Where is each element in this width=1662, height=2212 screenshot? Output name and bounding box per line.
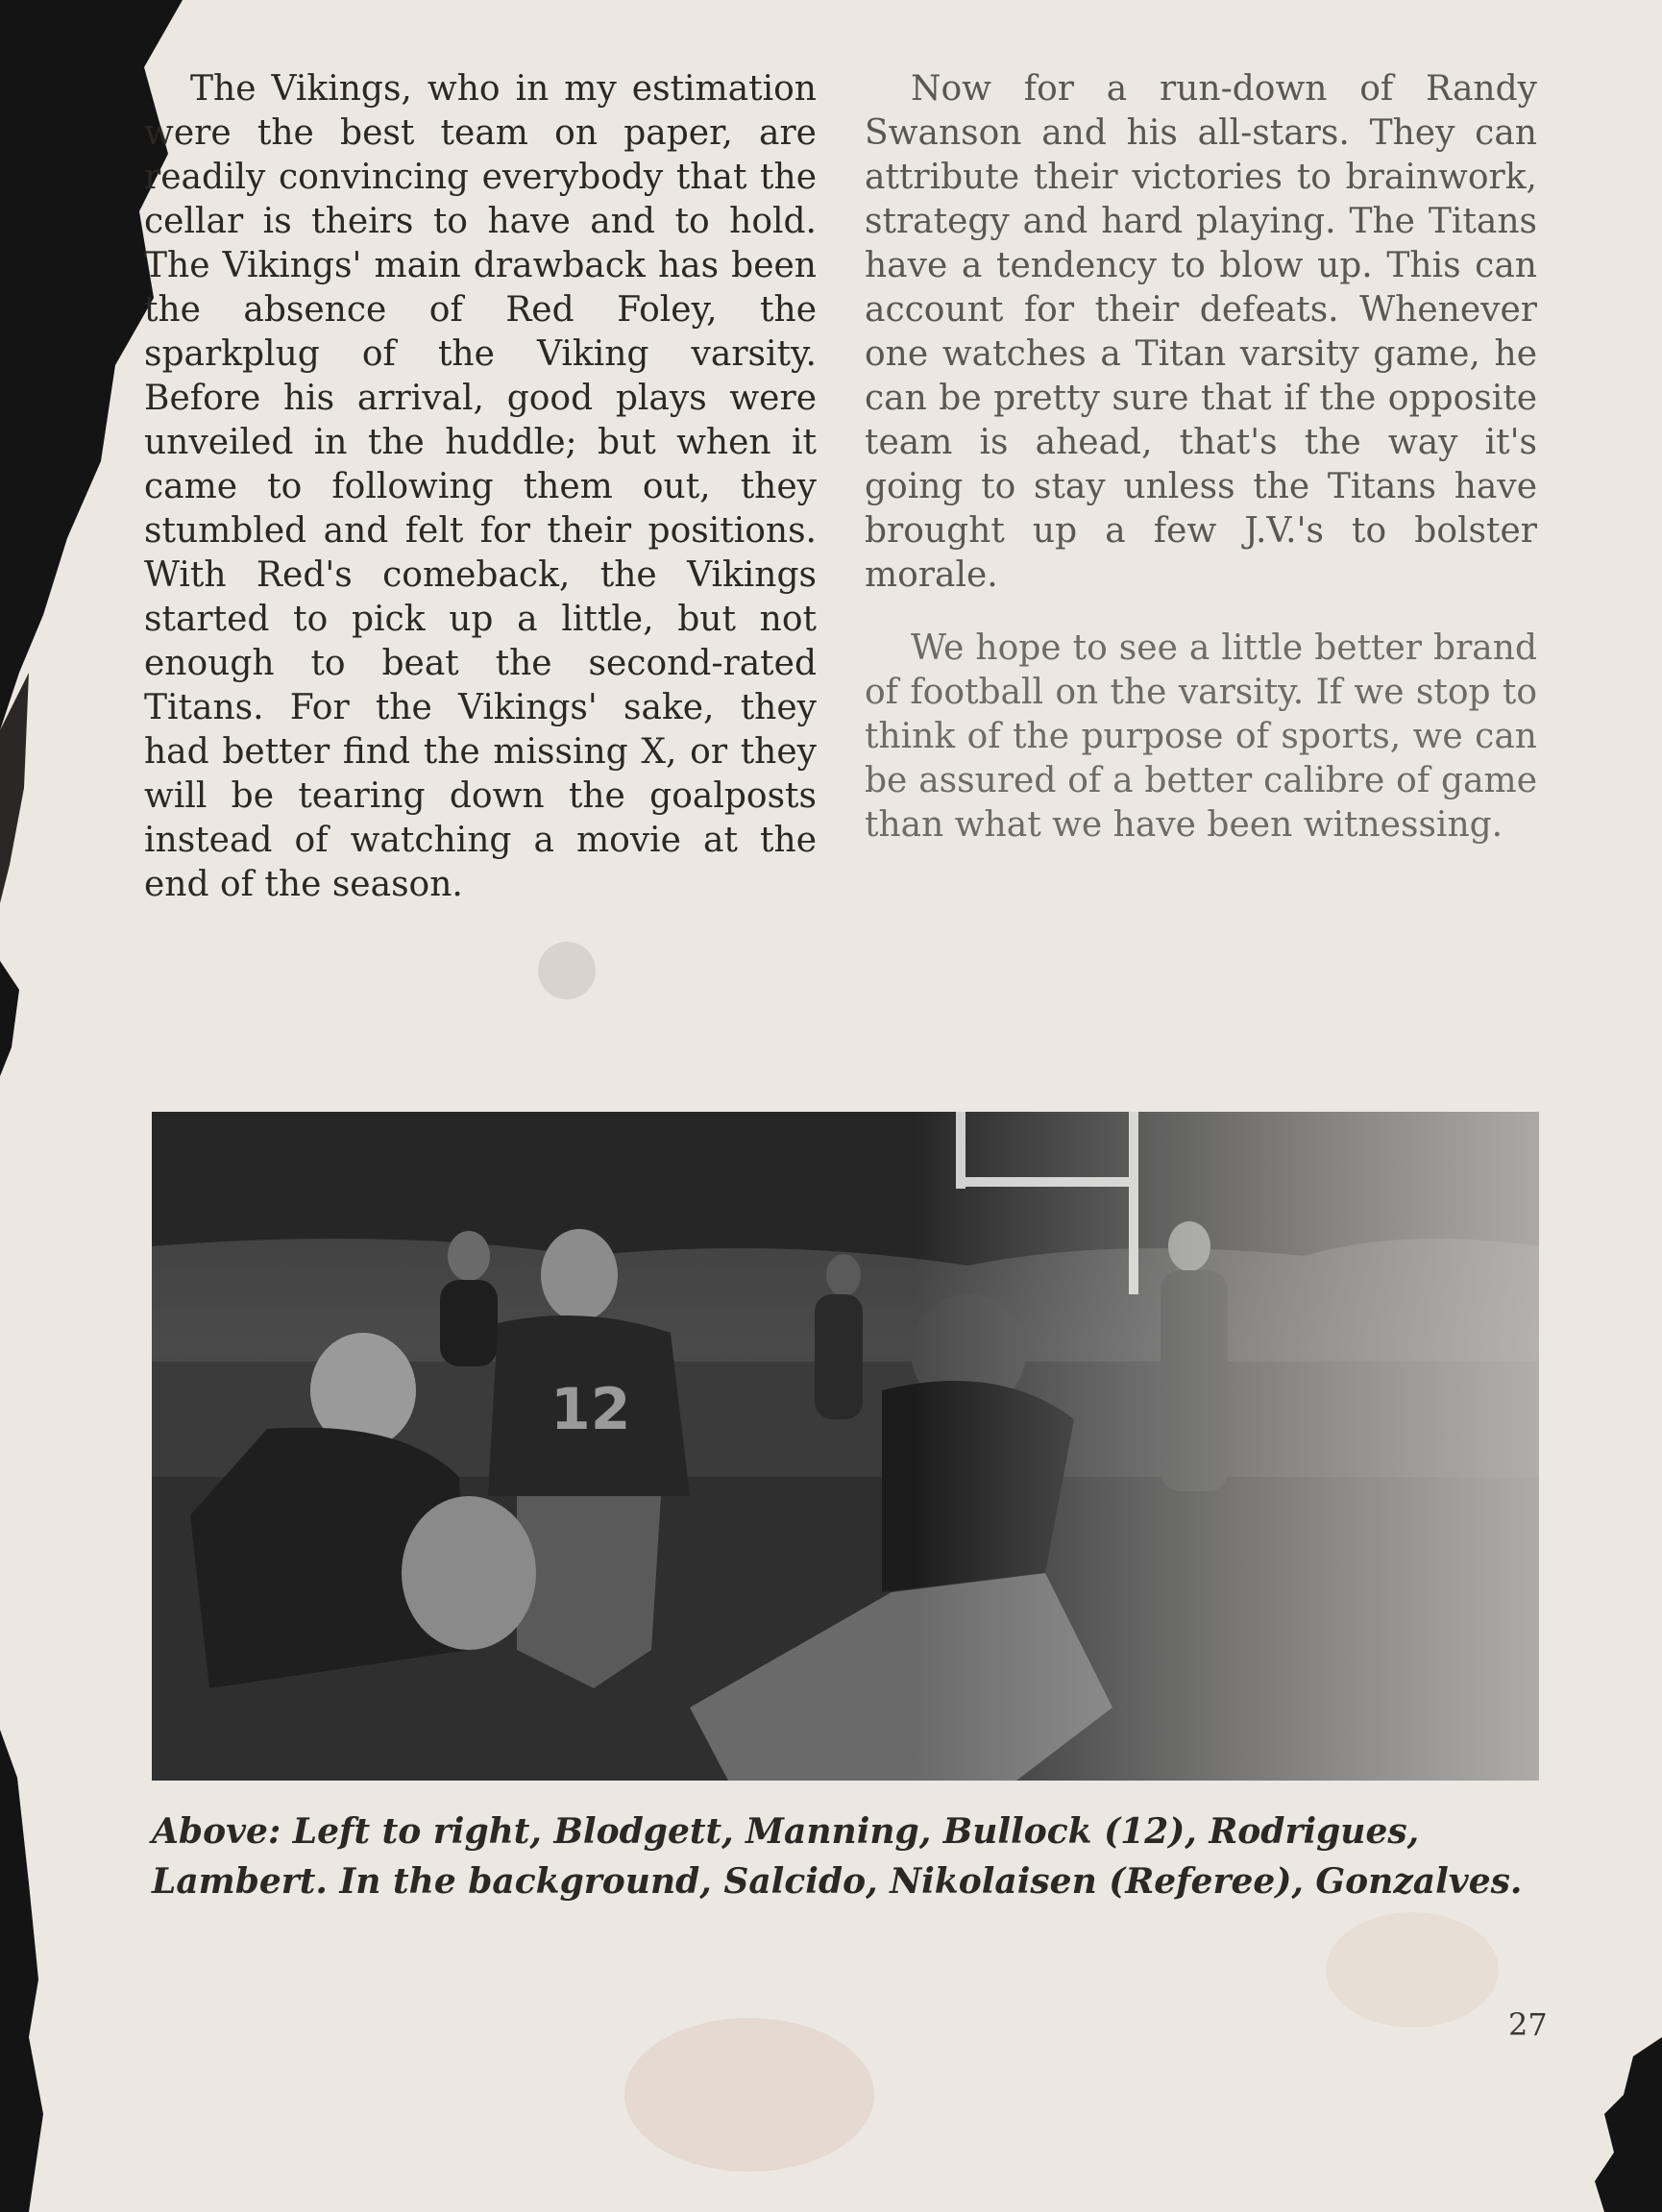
paper-stain: [624, 2018, 874, 2172]
photo-caption: Above: Left to right, Blodgett, Manning, Bullock (12), Rodrigues, Lambert. In the background, Salcido, Nikolaisen (Referee), Gonzalves.: [152, 1811, 1523, 1902]
article-left-column: [144, 67, 817, 936]
torn-corner: [1576, 2037, 1662, 2212]
paper-stain: [1326, 1912, 1499, 2028]
page-number: 27: [1508, 2006, 1548, 2043]
article-right-column: [865, 67, 1537, 876]
paper-stain: [538, 942, 596, 999]
football-photo: [152, 1112, 1539, 1781]
right-paragraph-2: We hope to see a little better brand of football on the varsity. If we stop to think of the purpose of sports, we can be assured of a better calibre of game than what we have been witnessing.: [865, 628, 1537, 845]
left-paragraph: The Vikings, who in my estimation were the best team on paper, are readily convincing everybody that the cellar is theirs to have and to hold. The Vikings' main drawback has been the absence of Red Foley, the sparkplug of the Viking varsity. Before his arrival, good plays were unveiled in the huddle; but when it came to following them out, they stumbled and felt for their positions. With Red's comeback, the Vikings started to pick up a little, but not enough to beat the second-rated Titans. For the Vikings' sake, they had better find the missing X, or they will be tearing down the goalposts instead of watching a movie at the end of the season.: [144, 69, 817, 904]
right-paragraph-1: Now for a run-down of Randy Swanson and his all-stars. They can attribute their victories to brainwork, strategy and hard playing. The Titans have a tendency to blow up. This can account for their defeats. Whenever one watches a Titan varsity game, he can be pretty sure that if the opposite team is ahead, that's the way it's going to stay unless the Titans have brought up a few J.V.'s to bolster morale.: [865, 69, 1537, 595]
football-scene-illustration: [152, 1112, 1539, 1781]
